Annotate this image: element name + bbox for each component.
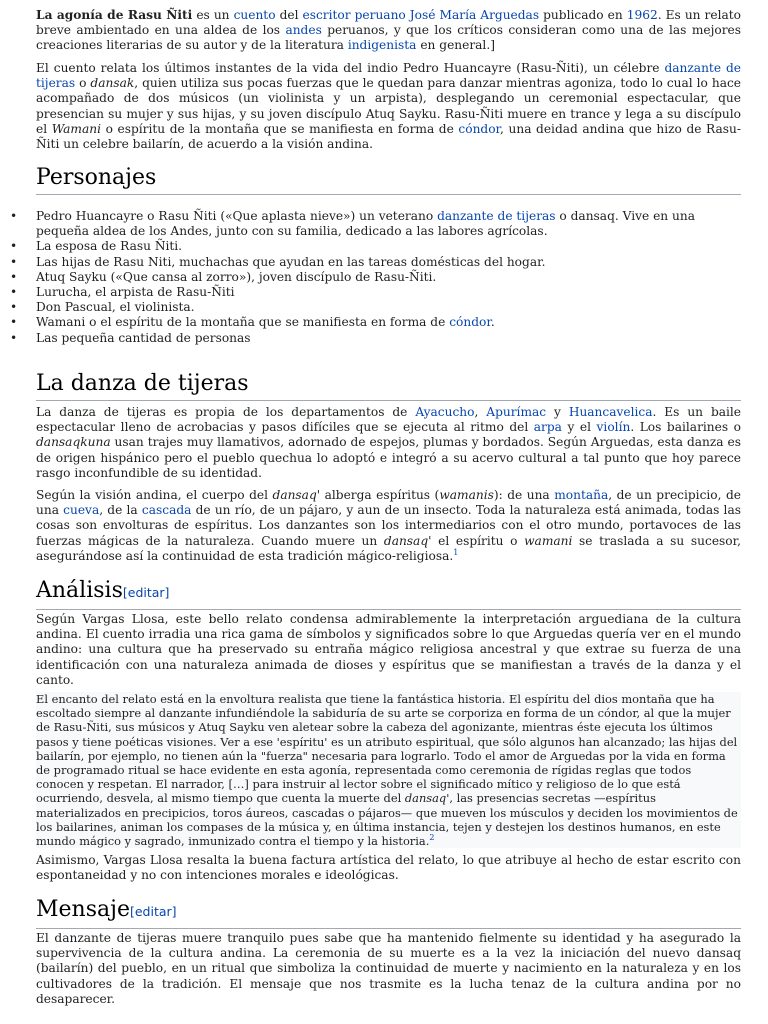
wiki-link[interactable]: cascada xyxy=(141,503,192,518)
wiki-link[interactable]: arpa xyxy=(533,420,562,435)
heading-text: Análisis xyxy=(36,578,123,603)
text-run: Pedro Huancayre o Rasu Ñiti («Que aplasta nieve») un veterano xyxy=(36,209,438,223)
list-item xyxy=(36,239,741,254)
wiki-link[interactable]: escritor peruano xyxy=(302,8,406,22)
text-run: El cuento relata los últimos instantes de la vida del indio Pedro Huancayre (Rasu-Ñiti), un célebre xyxy=(36,61,665,75)
list-item xyxy=(36,255,741,270)
text-run: o xyxy=(75,76,91,91)
emphasis-text: wamani xyxy=(524,533,573,548)
text-run: . Es un relato breve ambientado en una aldea de los xyxy=(36,8,741,38)
wiki-link[interactable]: danzante de tijeras xyxy=(437,209,556,223)
text-run: Las hijas de Rasu Niti, muchachas que ayudan en las tareas domésticas del hogar. xyxy=(36,254,546,269)
text-run: , de un precipicio, de una xyxy=(36,488,742,518)
text-run: se traslada a su sucesor, asegurándose así la continuidad de esta tradición mágico-religiosa. xyxy=(36,533,741,563)
text-run: , las presencias secretas —espíritus materializados en precipicios, toros áureos, cascadas o pájaros— que mueven los músculos y deciden los movimientos de los bailarines, animan los compases de la música y, en última instancia, tejen y destejen los destinos humanos, en este mundo mágico y sagrado, inmunizado contra el tiempo y la historia. xyxy=(36,791,738,849)
emphasis-text: dansak xyxy=(90,76,135,91)
wiki-link[interactable]: andes xyxy=(285,23,322,38)
wiki-link[interactable]: Apurímac xyxy=(486,405,547,419)
mensaje-paragraph xyxy=(36,931,741,1007)
text-run: o dansaq. Vive en una pequeña aldea de los Andes, junto con su familia, dedicado a las labores agrícolas. xyxy=(36,209,695,239)
text-run: Wamani o el espíritu de la montaña que se manifiesta en forma de xyxy=(36,315,450,330)
wiki-link[interactable]: cueva xyxy=(63,503,100,518)
text-run: de un río, de un pájaro, y aun de un insecto. Toda la naturaleza está animada, todas las cosas son envolturas de espíritus. Los danzantes son los intermediarios con el otro mundo, portavoces de las fuerzas mágicas de la naturaleza. Cuando muere un xyxy=(36,503,741,548)
wiki-link[interactable]: cóndor xyxy=(458,121,501,136)
article-title: La agonía de Rasu Ñiti xyxy=(36,8,193,22)
text-run: es un xyxy=(192,8,234,22)
text-run: La esposa de Rasu Ñiti. xyxy=(36,239,183,254)
text-run: , de la xyxy=(99,503,142,518)
emphasis-text: dansaq' xyxy=(404,791,450,806)
text-run: usan trajes muy llamativos, adornado de espejos, plumas y bordados. Según Arguedas, esta danza es de origen hispánico pero el pueblo quechua lo adoptó e integró a su acervo cultural a tal punto que hoy parece rasgo inconfundible de su identidad. xyxy=(36,435,741,480)
text-run: alberga espíritus ( xyxy=(320,488,440,502)
section-heading-analisis xyxy=(36,577,741,610)
text-run: . xyxy=(490,315,495,330)
analisis-paragraph-2 xyxy=(36,853,741,883)
text-run: , xyxy=(474,405,487,419)
emphasis-text: dansaqkuna xyxy=(36,435,111,450)
text-run: publicado en xyxy=(539,8,627,22)
danza-paragraph-2 xyxy=(36,488,741,564)
wiki-link[interactable]: montaña xyxy=(554,488,609,502)
text-run: en general.] xyxy=(416,38,495,53)
list-item xyxy=(36,285,741,300)
wiki-link[interactable]: violín xyxy=(596,420,631,435)
text-run: , quien utiliza sus pocas fuerzas que le quedan para danzar mientras agoniza, todo lo cual lo hace acompañado de dos músicos (un violinista y un arpista), desplegando un ceremonial espectacular, que presencian su mujer y sus hijas, y su joven discípulo Atuq Sayku. Rasu-Ñiti muere en trance y lega a su discípulo el xyxy=(36,76,741,136)
text-run: el espíritu o xyxy=(431,533,525,548)
edit-link[interactable]: [editar] xyxy=(129,904,177,919)
text-run: o espíritu de la montaña que se manifiesta en forma de xyxy=(101,121,459,136)
text-run: . Es un baile espectacular lleno de acrobacias y pasos difíciles que se ejecuta al ritmo del xyxy=(36,405,742,435)
reference-link[interactable]: 1 xyxy=(453,547,459,557)
heading-text: Personajes xyxy=(36,165,157,190)
list-item xyxy=(36,209,741,239)
edit-link[interactable]: [editar] xyxy=(122,585,170,600)
heading-text: Mensaje xyxy=(36,897,130,922)
emphasis-text: Wamani xyxy=(51,121,102,136)
text-run: El encanto del relato está en la envoltura realista que tiene la fantástica historia. El espíritu del dios montaña que ha escoltado siempre al danzante infundiéndole la sabiduría de su arte se corporiza en forma de un cóndor, al que la mujer de Rasu-Ñiti, sus músicos y Atuq Sayku ven aletear sobre la cabeza del agonizante, mientras éste ejecuta los últimos pasos y tiene poéticas visiones. Ver a ese 'espíritu' es un atributo espiritual, que sólo algunos han alcanzado; las hijas del bailarín, por ejemplo, no tienen aún la "fuerza" necesaria para lograrlo. Todo el amor de Arguedas por la vida en forma de programado ritual se hace evidente en esta agonía, representada como ceremonia de rígidas reglas que todos conocen y respetan. El narrador, […] para instruir al lector sobre el significado mítico y religioso de lo que está ocurriendo, desvela, al mismo tiempo que cuenta la muerte del xyxy=(36,692,738,806)
text-run: y xyxy=(546,405,569,419)
wiki-link[interactable]: 1962 xyxy=(626,8,658,22)
text-run: Asimismo, Vargas Llosa resalta la buena factura artística del relato, lo que atribuye al hecho de estar escrito con espontaneidad y no con intenciones morales e ideológicas. xyxy=(36,853,741,883)
analisis-quote xyxy=(36,692,741,848)
wiki-link[interactable]: cóndor xyxy=(449,315,491,330)
wiki-link[interactable]: Ayacucho xyxy=(415,405,475,419)
list-item xyxy=(36,315,741,330)
text-run: del xyxy=(275,8,303,22)
wiki-link[interactable]: cuento xyxy=(233,8,276,22)
heading-text: La danza de tijeras xyxy=(36,371,249,396)
text-run: El danzante de tijeras muere tranquilo pues sabe que ha mantenido fielmente su identidad y ha asegurado la supervivencia de la cultura andina. La ceremonia de su muerte es a la vez la iniciación del nuevo dansaq (bailarín) del pueblo, en un ritual que simboliza la continuidad de muerte y nacimiento en la naturaleza y en los cultivadores de la tradición. El mensaje que nos trasmite es la lucha tenaz de la cultura andina por no desaparecer. xyxy=(36,931,741,1006)
emphasis-text: dansaq' xyxy=(383,533,432,548)
analisis-paragraph-1 xyxy=(36,612,741,688)
danza-paragraph-1 xyxy=(36,405,741,481)
text-run: Las pequeña cantidad de personas xyxy=(36,330,251,345)
emphasis-text: wamanis xyxy=(439,488,494,502)
text-run: Según la visión andina, el cuerpo del xyxy=(36,488,273,502)
wiki-link[interactable]: danzante de tijeras xyxy=(36,61,741,91)
wiki-link[interactable]: Huancavelica xyxy=(568,405,653,419)
list-item xyxy=(36,331,741,346)
text-run: , una deidad andina que hizo de Rasu-Ñiti un celebre bailarín, de acuerdo a la visión andina. xyxy=(36,121,741,152)
list-item xyxy=(36,300,741,315)
section-heading-danza xyxy=(36,370,741,401)
intro-paragraph-2 xyxy=(36,61,741,152)
text-run: La danza de tijeras es propia de los departamentos de xyxy=(36,405,416,419)
section-heading-mensaje xyxy=(36,896,741,929)
text-run: Lurucha, el arpista de Rasu-Ñiti xyxy=(36,285,235,300)
character-list xyxy=(36,209,741,346)
text-run: Don Pascual, el violinista. xyxy=(36,300,195,315)
text-run: peruanos, y que los críticos consideran como una de las mejores creaciones literarias de su autor y de la literatura xyxy=(36,23,741,53)
text-run: ): de una xyxy=(493,488,555,502)
section-heading-personajes xyxy=(36,164,741,195)
emphasis-text: dansaq' xyxy=(272,488,321,502)
intro-paragraph-1 xyxy=(36,8,741,54)
wiki-link[interactable]: indigenista xyxy=(347,38,417,53)
wiki-link[interactable]: José María Arguedas xyxy=(409,8,540,22)
text-run: . Los bailarines o xyxy=(630,420,741,435)
text-run: y el xyxy=(561,420,597,435)
text-run: Según Vargas Llosa, este bello relato condensa admirablemente la interpretación arguediana de la cultura andina. El cuento irradia una rica gama de símbolos y significados sobre lo que Arguedas quería ver en el mundo andino: una cultura que ha preservado su entraña mágico religiosa ancestral y que extrae su fuerza de una identificación con una naturaleza animada de dioses y espíritus que se manifiestan a través de la danza y el canto. xyxy=(36,612,741,687)
list-item xyxy=(36,270,741,285)
text-run: Atuq Sayku («Que cansa al zorro»), joven discípulo de Rasu-Ñiti. xyxy=(36,269,437,284)
reference-link[interactable]: 2 xyxy=(429,833,435,843)
